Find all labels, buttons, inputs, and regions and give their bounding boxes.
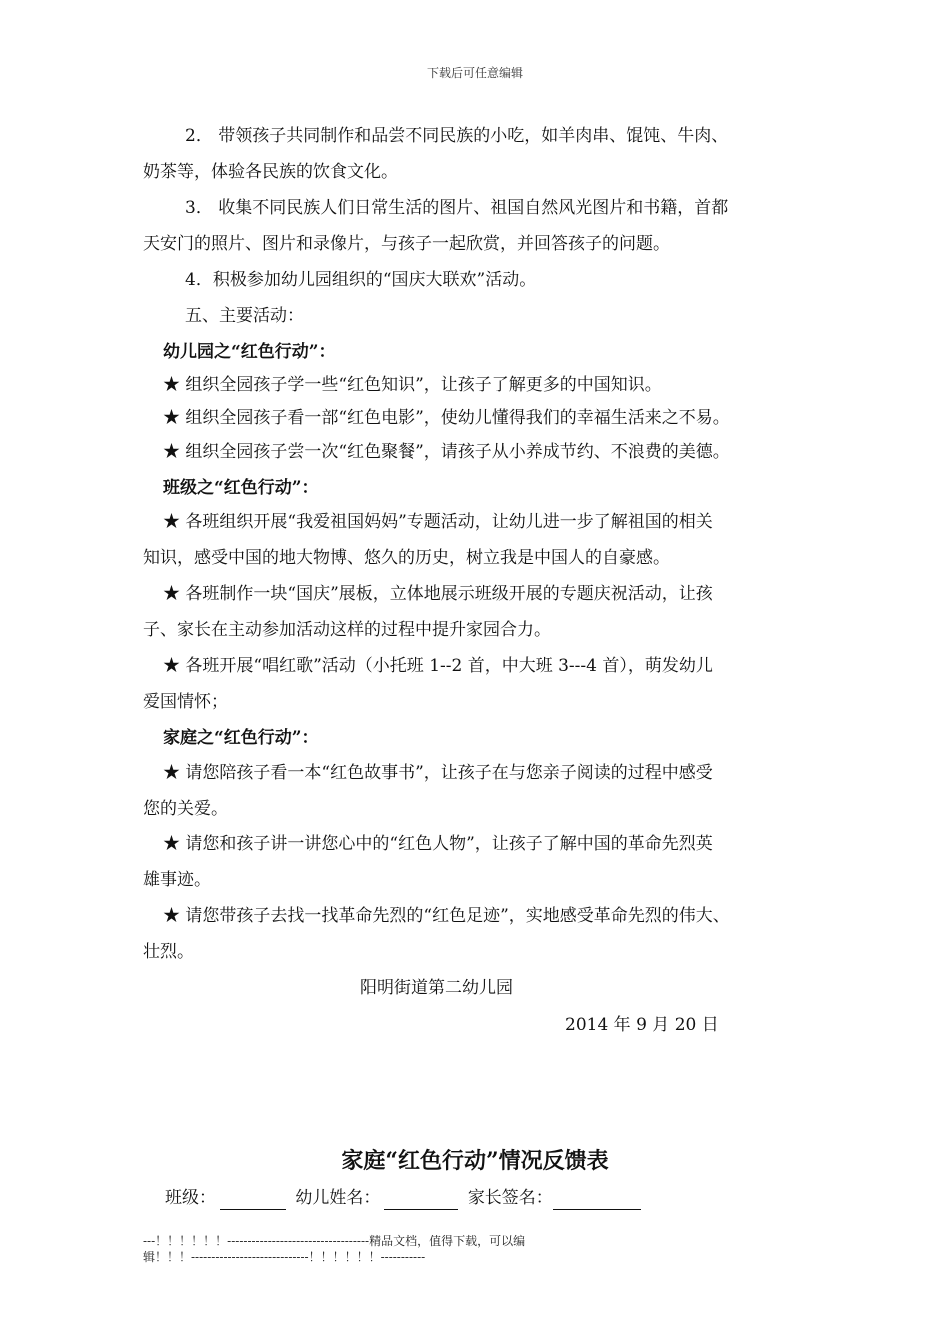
- bullet-item: ★ 各班开展“唱红歌”活动（小托班 1--2 首，中大班 3---4 首），萌发幼儿: [163, 656, 713, 676]
- paragraph-line: 天安门的照片、图片和录像片，与孩子一起欣赏，并回答孩子的问题。: [143, 234, 670, 254]
- child-name-label: 幼儿姓名：: [295, 1188, 381, 1208]
- feedback-form-row: [165, 1186, 645, 1210]
- bullet-item: ★ 各班制作一块“国庆”展板，立体地展示班级开展的专题庆祝活动，让孩: [163, 584, 713, 604]
- bullet-item-continued: 雄事迹。: [143, 870, 211, 890]
- footer-note: ---！！！！！！-----------------------------------精品文档，值得下载，可以编: [143, 1234, 526, 1248]
- bullet-item-continued: 您的关爱。: [143, 799, 228, 819]
- paragraph-line: 奶茶等，体验各民族的饮食文化。: [143, 162, 398, 182]
- footer-note: 辑！！！-----------------------------！！！！！！-----------: [143, 1250, 426, 1264]
- bullet-item-continued: 知识，感受中国的地大物博、悠久的历史，树立我是中国人的自豪感。: [143, 548, 670, 568]
- bullet-item: ★ 请您陪孩子看一本“红色故事书”，让孩子在与您亲子阅读的过程中感受: [163, 763, 713, 783]
- bullet-item-continued: 子、家长在主动参加活动这样的过程中提升家园合力。: [143, 620, 551, 640]
- class-label: 班级：: [165, 1188, 216, 1208]
- parent-signature-label: 家长签名：: [467, 1188, 553, 1208]
- child-name-field[interactable]: [384, 1191, 458, 1210]
- bullet-item-continued: 爱国情怀；: [143, 692, 228, 712]
- bullet-item-continued: 壮烈。: [143, 942, 194, 962]
- class-field[interactable]: [220, 1191, 286, 1210]
- bullet-item: ★ 请您和孩子讲一讲您心中的“红色人物”，让孩子了解中国的革命先烈英: [163, 834, 713, 854]
- bullet-item: ★ 各班组织开展“我爱祖国妈妈”专题活动，让幼儿进一步了解祖国的相关: [163, 512, 713, 532]
- parent-signature-field[interactable]: [553, 1191, 641, 1210]
- subsection-heading: 班级之“红色行动”：: [163, 478, 319, 498]
- page-header: 下载后可任意编辑: [426, 66, 523, 80]
- organization-signature: 阳明街道第二幼儿园: [360, 978, 513, 998]
- paragraph-line: 4．积极参加幼儿园组织的“国庆大联欢”活动。: [185, 270, 537, 290]
- paragraph-line: 3． 收集不同民族人们日常生活的图片、祖国自然风光图片和书籍，首都: [185, 198, 729, 218]
- section-heading: 五、主要活动：: [185, 306, 304, 326]
- bullet-item: ★ 组织全园孩子看一部“红色电影”，使幼儿懂得我们的幸福生活来之不易。: [163, 408, 730, 428]
- bullet-item: ★ 组织全园孩子学一些“红色知识”，让孩子了解更多的中国知识。: [163, 375, 662, 395]
- subsection-heading: 家庭之“红色行动”：: [163, 728, 319, 748]
- feedback-title: 家庭“红色行动”情况反馈表: [341, 1148, 609, 1174]
- bullet-item: ★ 请您带孩子去找一找革命先烈的“红色足迹”，实地感受革命先烈的伟大、: [163, 906, 730, 926]
- bullet-item: ★ 组织全园孩子尝一次“红色聚餐”，请孩子从小养成节约、不浪费的美德。: [163, 442, 730, 462]
- paragraph-line: 2． 带领孩子共同制作和品尝不同民族的小吃，如羊肉串、馄饨、牛肉、: [185, 126, 729, 146]
- document-date: 2014 年 9 月 20 日: [565, 1015, 719, 1035]
- subsection-heading: 幼儿园之“红色行动”：: [163, 342, 336, 362]
